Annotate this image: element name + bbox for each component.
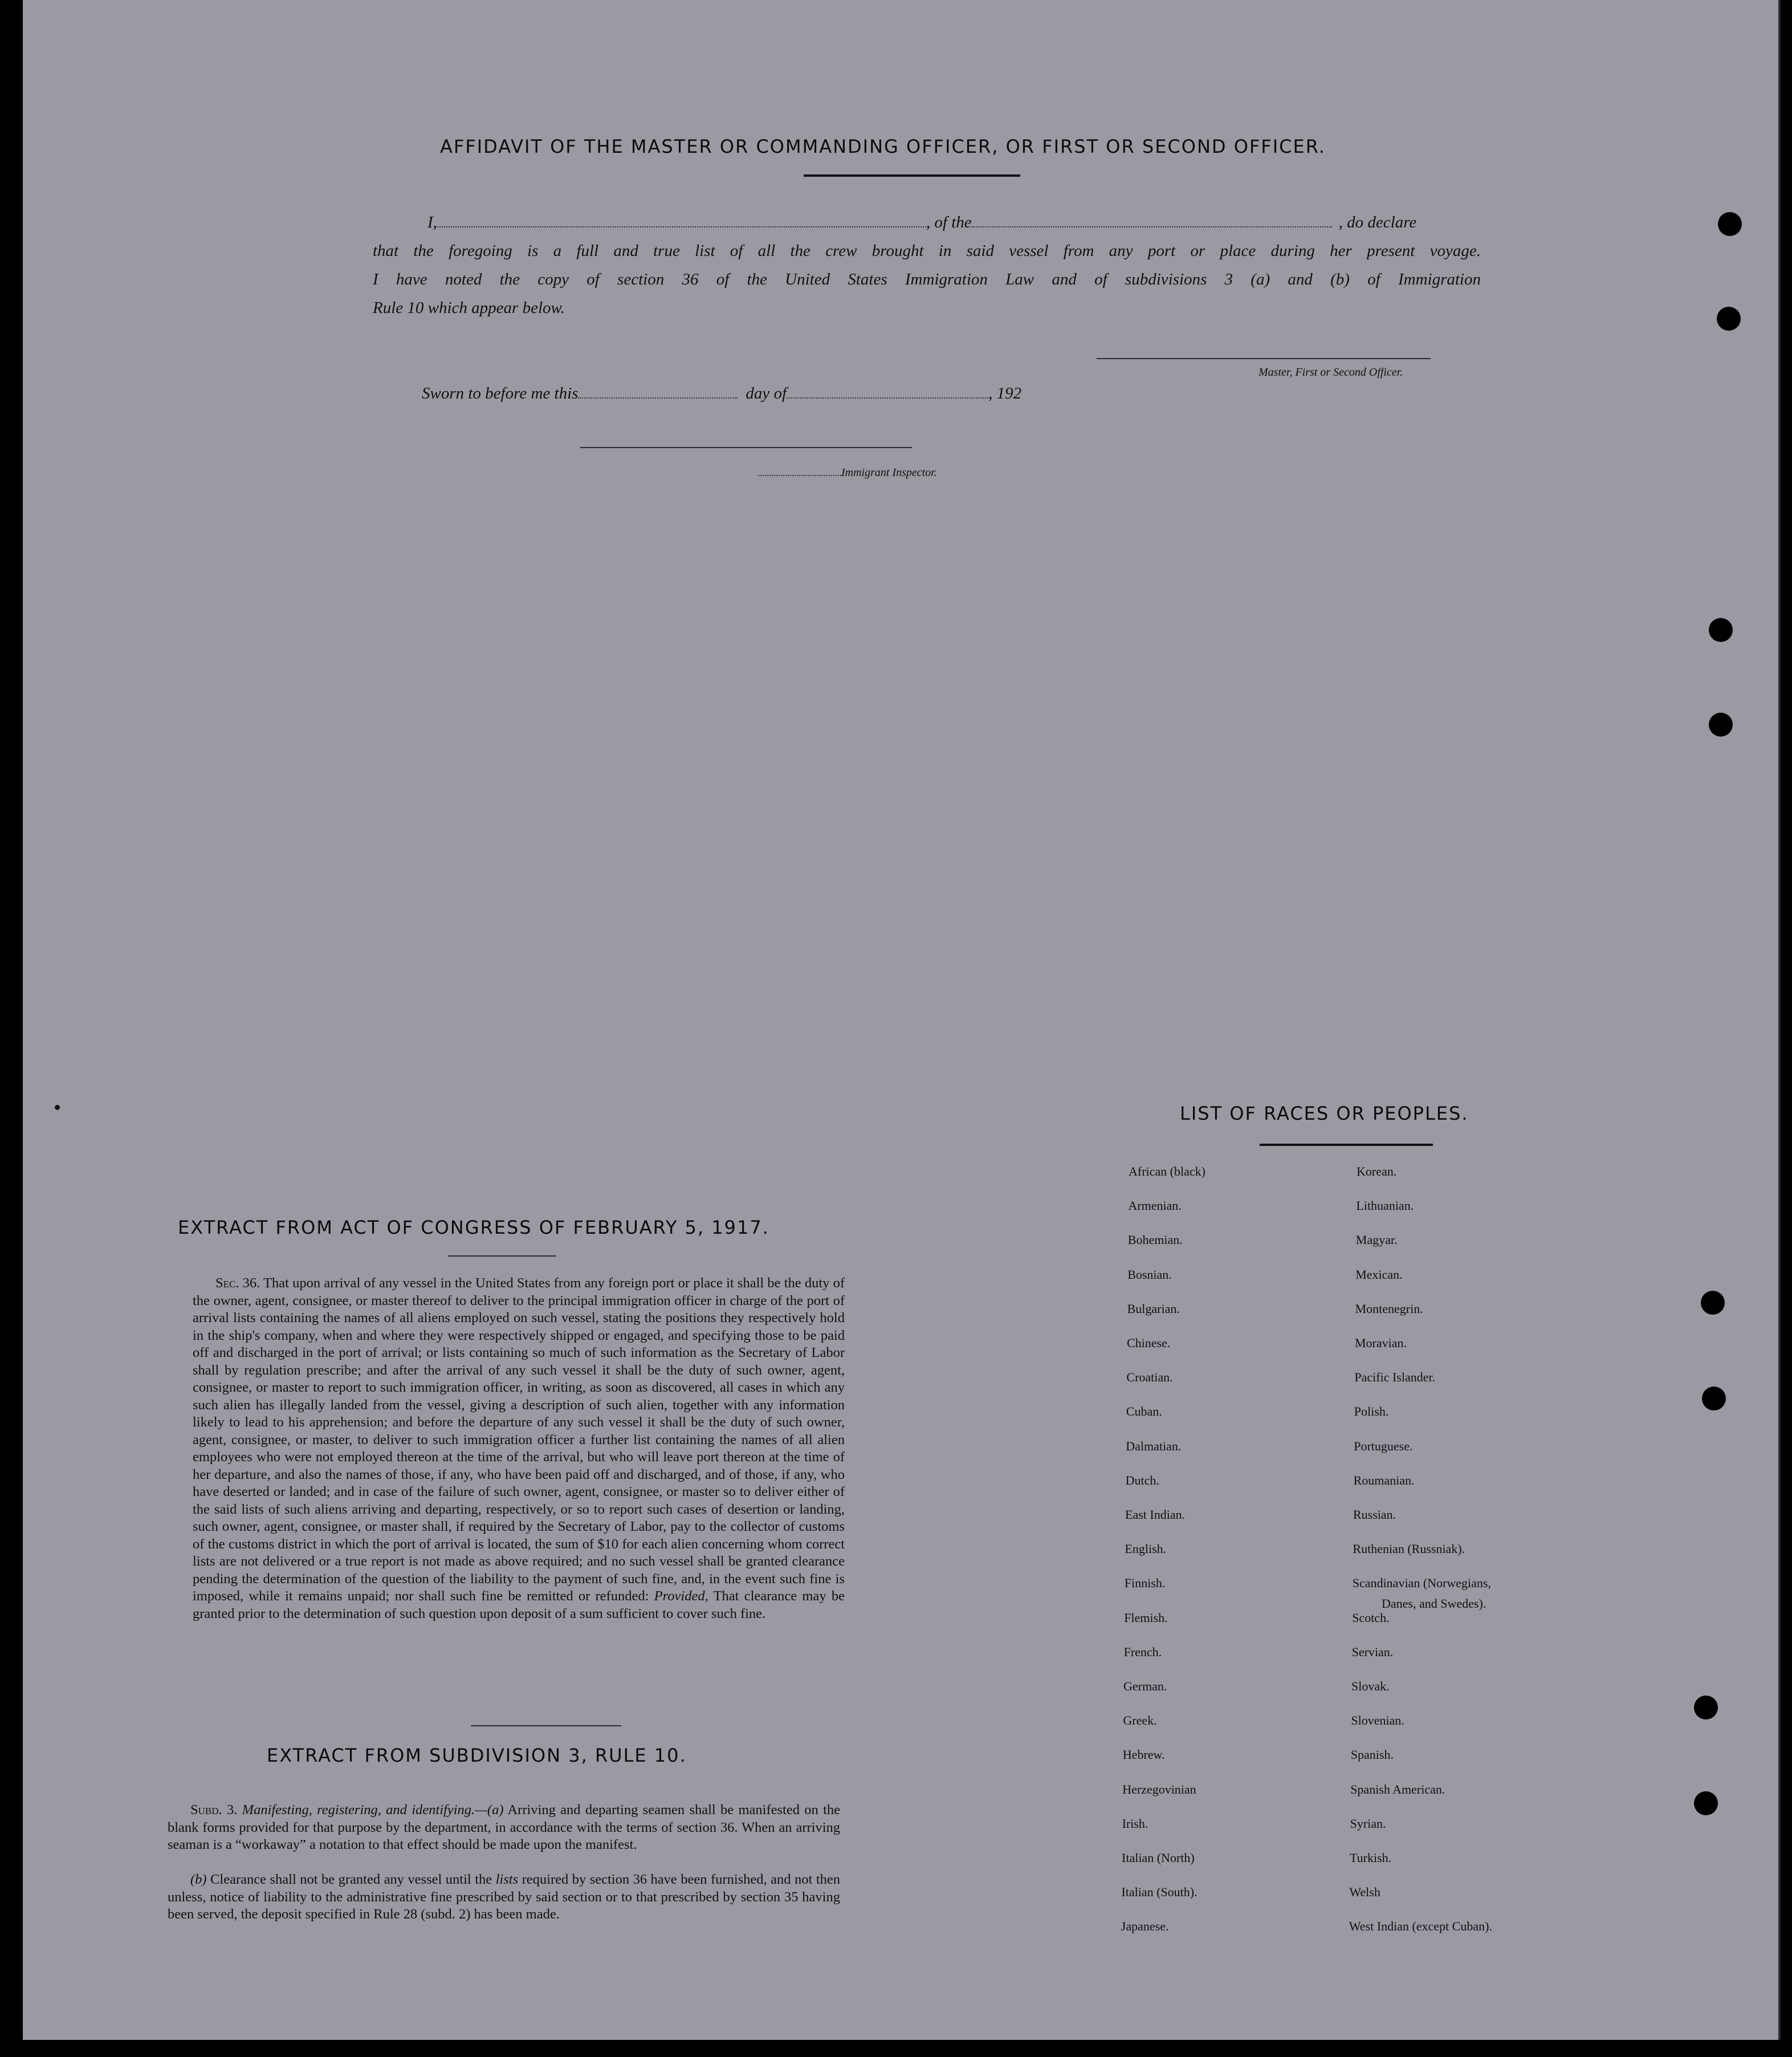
day-of-label: day of [746, 384, 787, 403]
binder-hole [1694, 1696, 1718, 1719]
race-item: Polish. [1354, 1404, 1389, 1419]
race-item: Welsh [1349, 1885, 1380, 1900]
para-b-text-1: Clearance shall not be granted any vessel until the [206, 1872, 496, 1887]
race-item: Syrian. [1350, 1816, 1386, 1831]
race-item: Flemish. [1124, 1610, 1168, 1625]
inspector-caption: Immigrant Inspector. [841, 466, 937, 479]
race-item: English. [1125, 1542, 1167, 1556]
race-item: Ruthenian (Russniak). [1353, 1542, 1465, 1556]
race-item: Italian (South). [1121, 1885, 1198, 1900]
race-item: Bosnian. [1127, 1267, 1172, 1282]
subd-3-label: Subd. 3. [190, 1802, 238, 1818]
races-title: LIST OF RACES OR PEOPLES. [1180, 1103, 1469, 1124]
race-item: Bohemian. [1127, 1233, 1183, 1247]
sworn-label: Sworn to before me this [422, 384, 579, 403]
section-36-text [193, 1275, 845, 1623]
races-title-rule [1260, 1144, 1433, 1146]
stray-ink-mark [55, 1105, 60, 1110]
subd-3-heading: Manifesting, registering, and identifying.—(a) [237, 1802, 504, 1818]
race-item: Spanish American. [1350, 1782, 1445, 1796]
extract-act-rule [448, 1255, 556, 1257]
affidavit-line3: I have noted the copy of section 36 of the United States Immigration Law and of subdivisions 3 (a) and (b) of Immigration [373, 270, 1481, 288]
affidavit-title: AFFIDAVIT OF THE MASTER OR COMMANDING OFFICER, OR FIRST OR SECOND OFFICER. [440, 136, 1326, 157]
race-item: Magyar. [1355, 1233, 1398, 1247]
race-item: Moravian. [1355, 1336, 1407, 1350]
binder-hole [1717, 307, 1741, 331]
race-item: Dutch. [1125, 1473, 1159, 1487]
race-scandinavian-continued: Danes, and Swedes). [1382, 1596, 1486, 1611]
master-caption: Master, First or Second Officer. [1259, 366, 1403, 379]
inspector-signature-line[interactable] [580, 447, 912, 448]
race-item: Japanese. [1121, 1919, 1169, 1934]
race-item: Mexican. [1355, 1267, 1403, 1282]
race-item: African (black) [1129, 1164, 1205, 1178]
race-item: East Indian. [1125, 1507, 1186, 1522]
sec-36-body-a: That upon arrival of any vessel in the United States from any foreign port or place it shall be the duty of the owner, agent, consignee, or master thereof to deliver to the principal immigration officer in charge of the port of arrival lists containing the names of all aliens employed on such vessel, stating the positions they respectively hold in the ship's company, when and where they were respectively shipped or engaged, and specifying those to be paid off and discharged in the port of arrival; or lists containing so much of such information as the Secretary of Labor shall by regulation prescribe; and after the arrival of any such vessel it shall be the duty of such owner, agent, consignee, or master to report to such immigration officer, in writing, as soon as discovered, all cases in which any such alien has illegally landed from the vessel, giving a description of such alien, together with any information likely to lead to his apprehension; and before the departure of any such vessel it shall be the duty of such owner, agent, consignee, or master, to deliver to such immigration officer a further list containing the names of all alien employees who were not employed thereon at the time of the arrival, but who will leave port thereon at the time of her departure, and also the names of those, if any, who have been paid off and discharged, and of those, if any, who have deserted or landed; and in case of the failure of such owner, agent, consignee, or master so to deliver either of the said lists of such aliens arriving and departing, respectively, or so to report such cases of desertion or landing, such owner, agent, consignee, or master shall, if required by the Secretary of Labor, pay to the collector of customs of the customs district in which the port of arrival is located, the sum of $10 for each alien concerning whom correct lists are not delivered or a true report is not made as above required; and no such vessel shall be granted clearance pending the determination of the question of the liability to the payment of such fine, and, in the event such fine is imposed, while it remains unpaid; nor shall such fine be remitted or refunded: [193, 1275, 845, 1604]
race-item: German. [1123, 1679, 1167, 1693]
provided-word: Provided, [654, 1588, 708, 1604]
race-item: Slovak. [1351, 1679, 1390, 1693]
affidavit-title-rule [804, 174, 1020, 177]
extract-act-title: EXTRACT FROM ACT OF CONGRESS OF FEBRUARY 5, 1917. [178, 1217, 769, 1238]
name-blank-line[interactable] [437, 226, 926, 227]
race-item: Italian (North) [1122, 1851, 1195, 1865]
master-signature-line[interactable] [1097, 358, 1431, 359]
para-b-lists-word: lists [495, 1872, 519, 1887]
sworn-day-blank[interactable] [578, 397, 738, 399]
binder-hole [1718, 212, 1742, 236]
sec-36-body-b: That clearance may be granted prior to the determination of such question upon deposit of a sum sufficient to cover such fine. [193, 1588, 845, 1621]
race-item: Servian. [1351, 1644, 1394, 1659]
affidavit-i-label: I, [427, 213, 437, 231]
sworn-month-blank[interactable] [787, 397, 988, 399]
race-item: Greek. [1123, 1713, 1157, 1728]
race-item: Lithuanian. [1356, 1198, 1414, 1213]
affidavit-of-the-label: , of the [926, 213, 972, 231]
affidavit-do-declare-label: , do declare [1338, 213, 1417, 231]
race-item: Irish. [1122, 1816, 1148, 1831]
para-b-text-2: required by section 36 have been furnished, and not then unless, notice of liability to the administrative fine prescribed by said section or to that prescribed by section 35 having been served, the deposit specified in Rule 28 (subd. 2) has been made. [168, 1872, 840, 1922]
race-item: Roumanian. [1353, 1473, 1415, 1487]
race-item: Croatian. [1126, 1370, 1173, 1385]
race-item: Scandinavian (Norwegians, [1352, 1576, 1491, 1591]
binder-hole [1709, 618, 1733, 642]
binder-hole [1694, 1791, 1718, 1815]
race-item: French. [1123, 1644, 1162, 1659]
extract-rule-title: EXTRACT FROM SUBDIVISION 3, RULE 10. [267, 1745, 687, 1766]
affidavit-line1 [427, 213, 1416, 232]
race-item: Russian. [1353, 1507, 1396, 1522]
section-divider [471, 1725, 621, 1726]
vessel-blank-line[interactable] [972, 226, 1332, 227]
subdivision-3-para-a [168, 1802, 840, 1854]
race-item: Montenegrin. [1355, 1301, 1423, 1316]
race-item: Cuban. [1126, 1404, 1162, 1419]
affidavit-line4: Rule 10 which appear below. [373, 299, 565, 317]
race-item: Slovenian. [1351, 1713, 1404, 1728]
binder-hole [1701, 1291, 1725, 1315]
binder-hole [1709, 713, 1733, 737]
race-item: Herzegovinian [1122, 1782, 1196, 1796]
race-item: Armenian. [1128, 1198, 1182, 1213]
inspector-caption-line [758, 466, 937, 479]
race-item: Portuguese. [1354, 1438, 1413, 1453]
race-item: Pacific Islander. [1354, 1370, 1436, 1385]
race-item: West Indian (except Cuban). [1349, 1919, 1492, 1934]
binder-hole [1702, 1387, 1726, 1410]
race-item: Dalmatian. [1126, 1438, 1182, 1453]
year-prefix-label: , 192 [988, 384, 1022, 403]
sec-36-label: Sec. 36. [215, 1275, 260, 1291]
race-item: Korean. [1357, 1164, 1397, 1178]
inspector-name-blank[interactable] [758, 474, 841, 476]
race-item: Turkish. [1350, 1851, 1392, 1865]
race-item: Spanish. [1350, 1747, 1394, 1762]
subd-3-para-a-text: Arriving and departing seamen shall be manifested on the blank forms provided for that purpose by the department, in accordance with the terms of section 36. When an arriving seaman is a “workaway” a notation to that effect should be made upon the manifest. [168, 1802, 841, 1852]
para-b-label: (b) [190, 1872, 207, 1887]
subdivision-3-para-b [168, 1871, 840, 1924]
race-item: Hebrew. [1122, 1747, 1165, 1762]
manifest-sheet [23, 0, 1781, 2040]
race-item: Scotch. [1352, 1610, 1390, 1625]
affidavit-line2: that the foregoing is a full and true list of all the crew brought in said vessel from any port or place during her present voyage. [373, 242, 1481, 260]
sworn-line [422, 384, 1021, 403]
race-item: Finnish. [1124, 1576, 1166, 1591]
race-item: Chinese. [1127, 1336, 1171, 1350]
race-item: Bulgarian. [1127, 1301, 1180, 1316]
